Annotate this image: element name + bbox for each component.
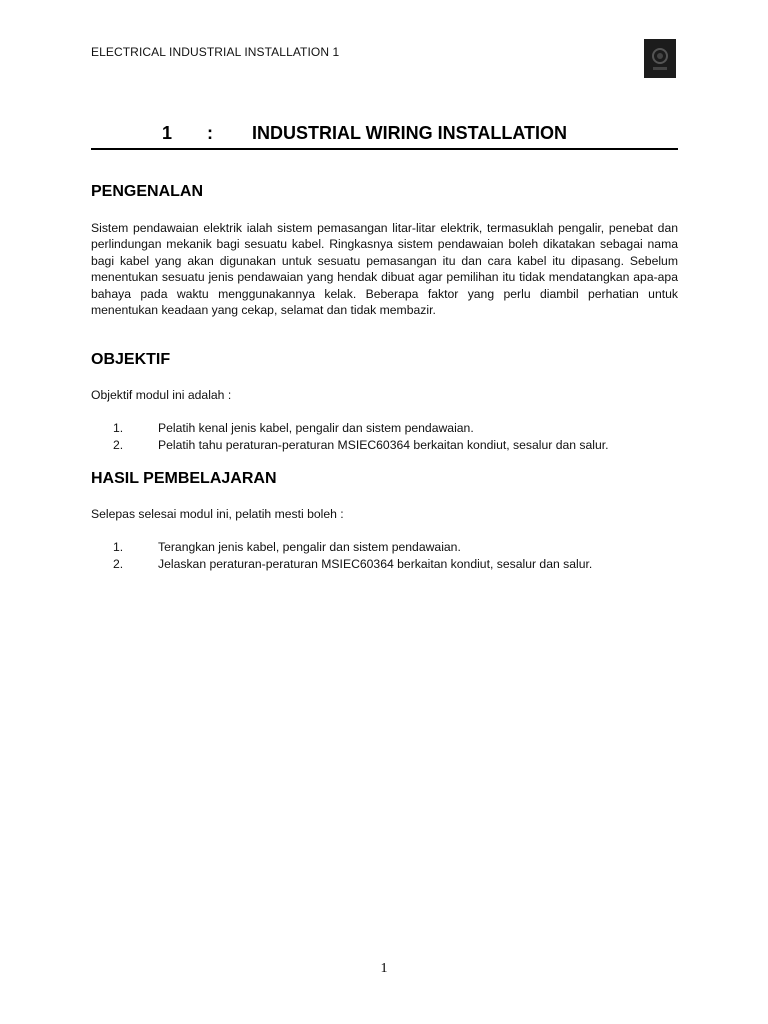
list-item <box>91 540 691 557</box>
list-item-text: Jelaskan peraturan-peraturan MSIEC60364 berkaitan kondiut, sesalur dan salur. <box>158 557 593 571</box>
list-item <box>91 557 691 574</box>
chapter-title <box>91 123 678 147</box>
page-number: 1 <box>380 961 388 976</box>
objektif-intro: Objektif modul ini adalah : <box>91 388 232 402</box>
list-item <box>91 421 691 438</box>
section-heading-hasil-pembelajaran: HASIL PEMBELAJARAN <box>91 470 277 487</box>
section-heading-objektif: OBJEKTIF <box>91 351 171 368</box>
title-divider <box>91 148 678 150</box>
list-item-number: 1. <box>113 421 124 435</box>
running-header: ELECTRICAL INDUSTRIAL INSTALLATION 1 <box>91 45 340 59</box>
list-item-number: 2. <box>113 438 124 452</box>
hasil-intro: Selepas selesai modul ini, pelatih mesti boleh : <box>91 507 344 521</box>
list-item-number: 2. <box>113 557 124 571</box>
objektif-list <box>91 421 691 455</box>
list-item-text: Pelatih tahu peraturan-peraturan MSIEC60364 berkaitan kondiut, sesalur dan salur. <box>158 438 609 452</box>
hasil-list <box>91 540 691 574</box>
chapter-number: 1 <box>162 123 173 143</box>
list-item-text: Terangkan jenis kabel, pengalir dan sistem pendawaian. <box>158 540 461 554</box>
chapter-title-text: INDUSTRIAL WIRING INSTALLATION <box>252 123 567 143</box>
institution-logo-icon <box>644 39 676 78</box>
pengenalan-paragraph: Sistem pendawaian elektrik ialah sistem pemasangan litar-litar elektrik, termasuklah pengalir, penebat dan perlindungan mekanik bagi sesuatu kabel. Ringkasnya sistem pendawaian boleh dikatakan sebagai nama bagi kabel yang akan digunakan untuk sesuatu pemasangan itu dan cara kabel itu dipasang. Sebelum menentukan sesuatu jenis pendawaian yang hendak dibuat agar pemilihan itu tidak mendatangkan apa-apa bahaya pada waktu menggunakannya kelak. Beberapa faktor yang perlu diambil perhatian untuk menentukan keadaan yang cekap, selamat dan tidak membazir. <box>91 221 678 318</box>
list-item-text: Pelatih kenal jenis kabel, pengalir dan sistem pendawaian. <box>158 421 474 435</box>
chapter-separator: : <box>207 123 213 143</box>
list-item <box>91 438 691 455</box>
list-item-number: 1. <box>113 540 124 554</box>
section-heading-pengenalan: PENGENALAN <box>91 183 204 200</box>
